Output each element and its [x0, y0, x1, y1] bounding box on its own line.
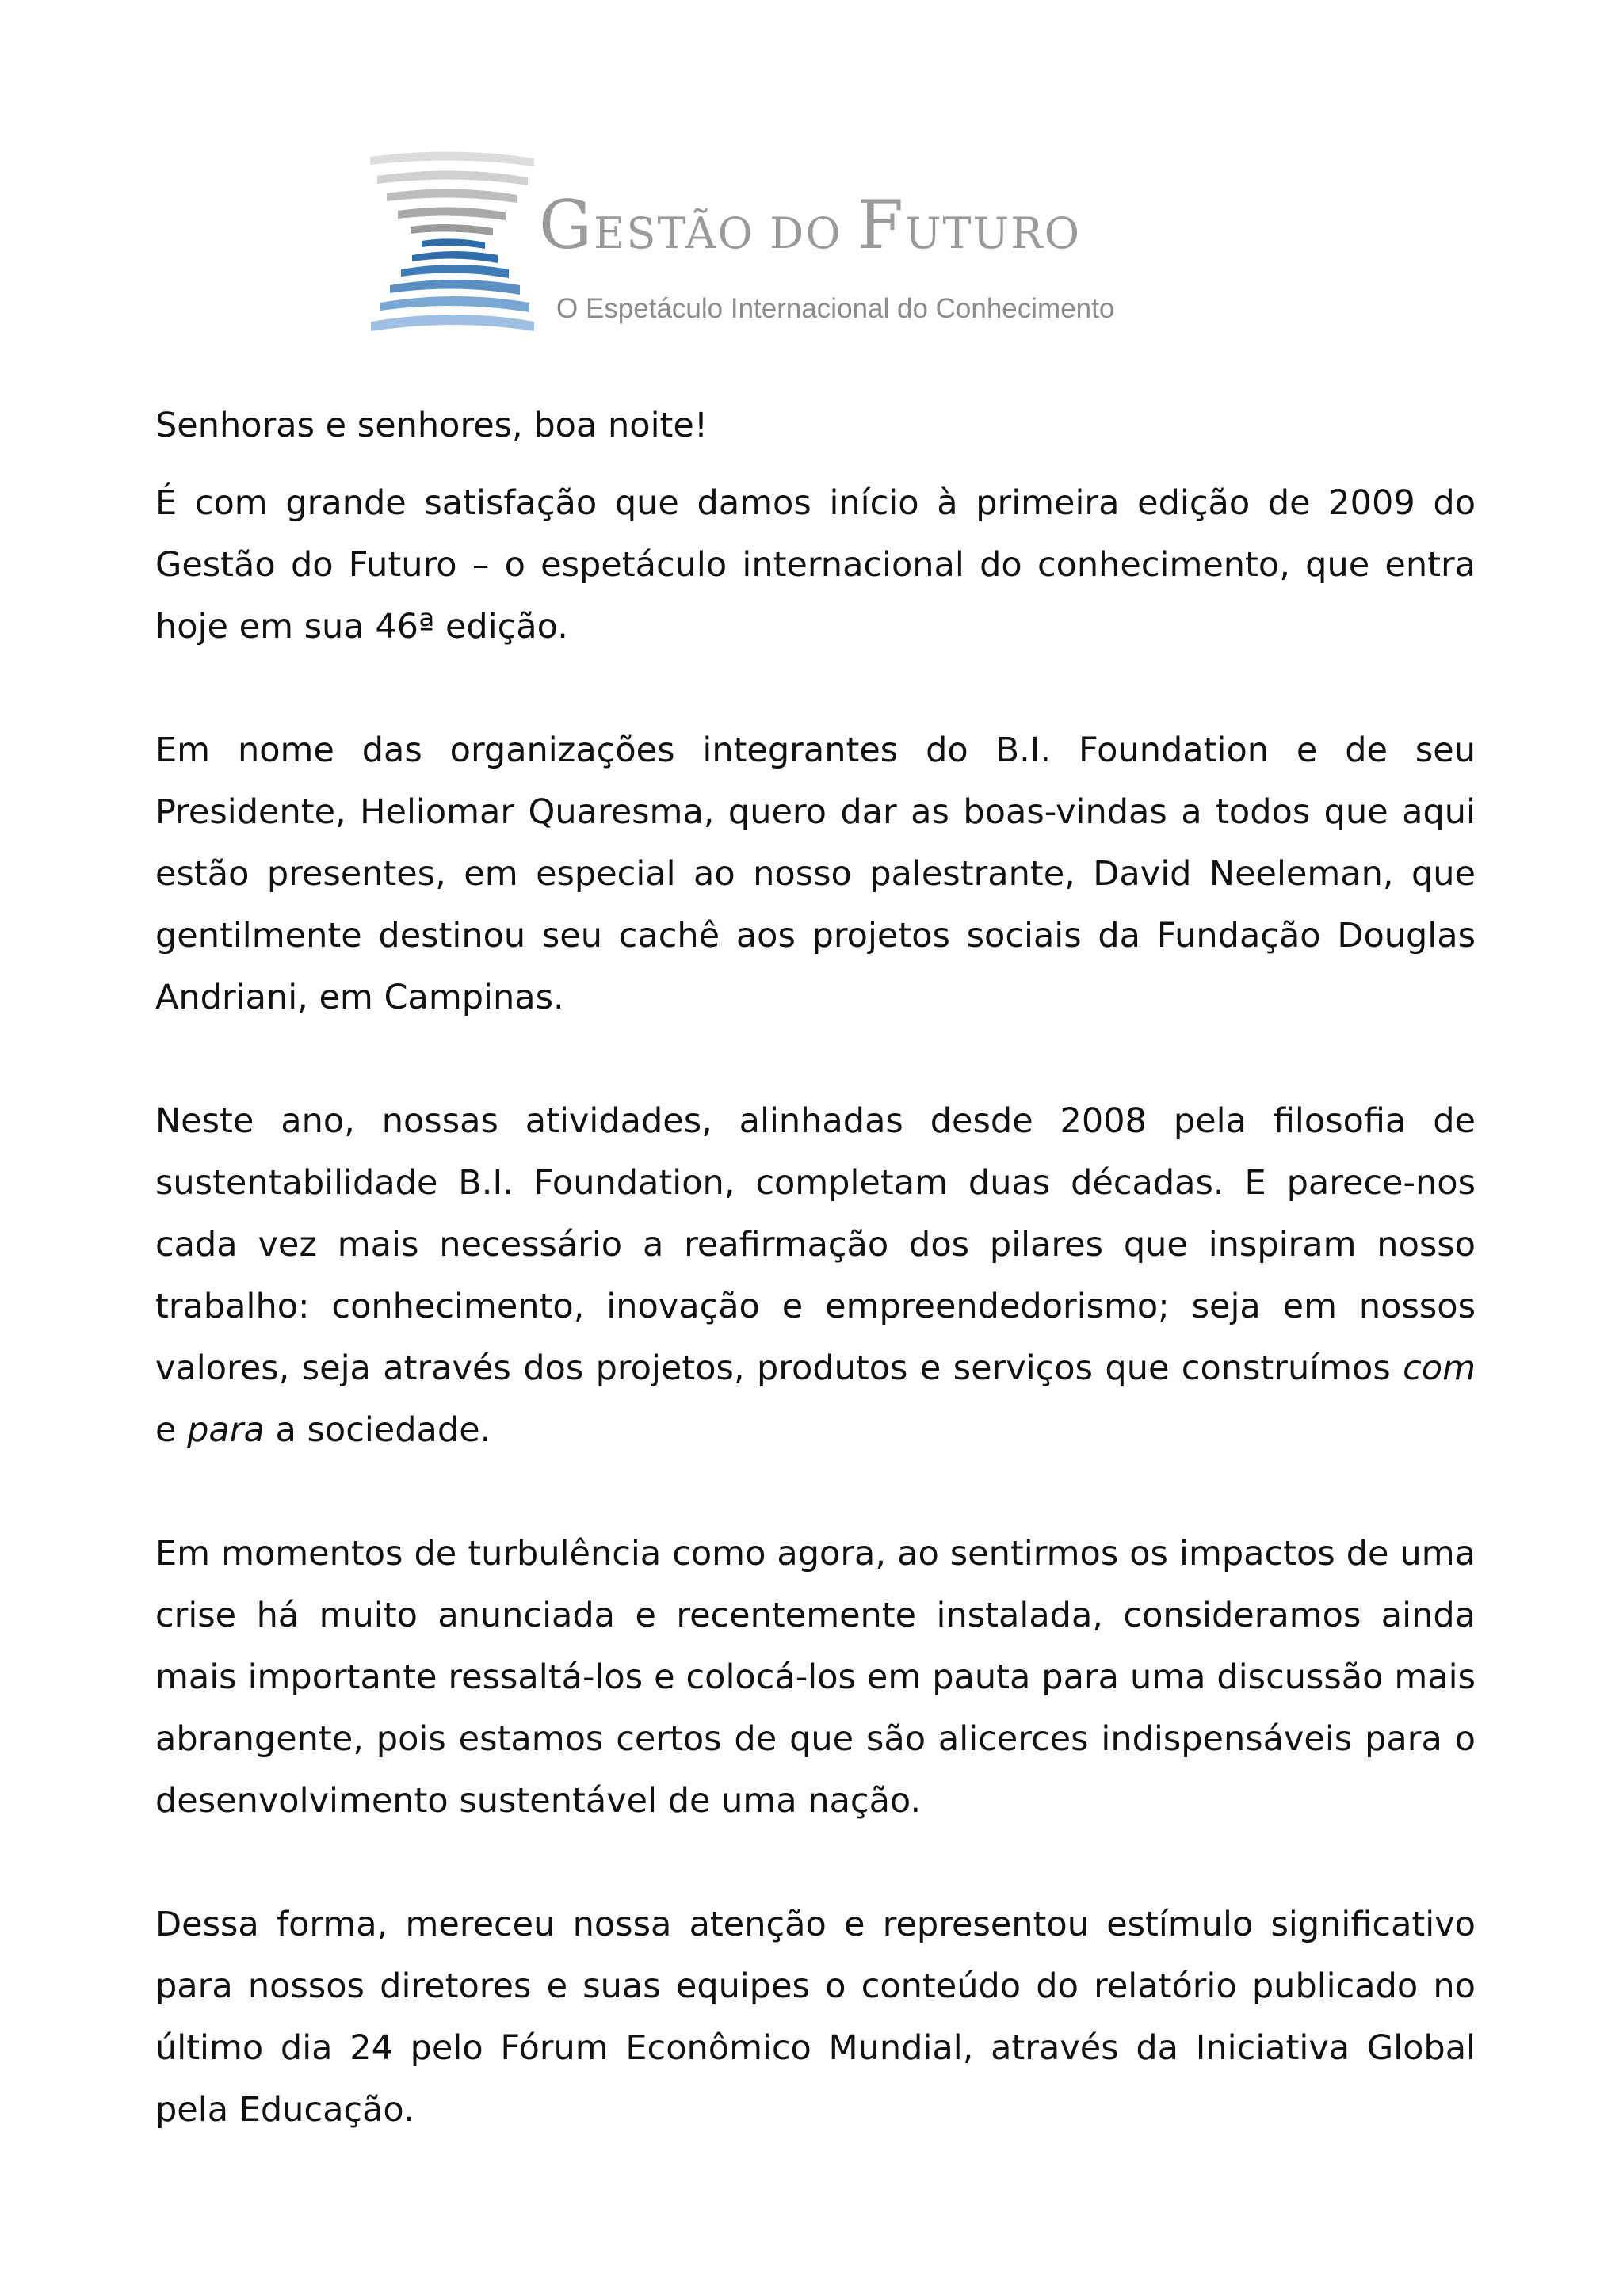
logo-title: [539, 186, 1082, 264]
paragraph-3-italic-com: com: [1403, 1348, 1476, 1388]
paragraph-3-main: Neste ano, nossas atividades, alinhadas desde 2008 pela filosofia de sustentabilidade B.I. Foundation, completam duas décadas. E parece-nos cada vez mais necessário a reafirmação dos pilares que inspiram nosso trabalho: conhecimento, inovação e empreendedorismo; seja em nossos valores, seja através dos projetos, produtos e serviços que construímos: [155, 1101, 1476, 1388]
paragraph-1: É com grande satisfação que damos início à primeira edição de 2009 do Gestão do Futuro – o espetáculo internacional do conhecimento, que entra hoje em sua 46ª edição.: [155, 483, 1476, 646]
paragraph-3: [155, 1090, 1476, 1461]
logo-title-part-2: UTURO: [905, 208, 1082, 258]
paragraph-2: Em nome das organizações integrantes do B.I. Foundation e de seu Presidente, Heliomar Quaresma, quero dar as boas-vindas a todos que aqui estão presentes, em especial ao nosso palestrante, David Neeleman, que gentilmente destinou seu cachê aos projetos sociais da Fundação Douglas Andriani, em Campinas.: [155, 730, 1476, 1017]
paragraph-4: Em momentos de turbulência como agora, ao sentirmos os impactos de uma crise há muito anunciada e recentemente instalada, consideramos ainda mais importante ressaltá-los e colocá-los em pauta para uma discussão mais abrangente, pois estamos certos de que são alicerces indispensáveis para o desenvolvimento sustentável de uma nação.: [155, 1534, 1476, 1821]
logo-title-part-1: ESTÃO DO: [594, 208, 857, 258]
logo-subtitle: O Espetáculo Internacional do Conhecimento: [556, 293, 1115, 324]
logo-title-cap-f: F: [857, 186, 906, 264]
paragraph-5: Dessa forma, mereceu nossa atenção e representou estímulo significativo para nossos diretores e suas equipes o conteúdo do relatório publicado no último dia 24 pelo Fórum Econômico Mundial, através da Iniciativa Global pela Educação.: [155, 1905, 1476, 2130]
document-body: [155, 395, 1476, 2203]
paragraph-3-italic-para: para: [187, 1410, 265, 1450]
logo-title-cap-g: G: [539, 186, 594, 264]
paragraph-3-and: e: [155, 1410, 188, 1450]
greeting: Senhoras e senhores, boa noite!: [155, 406, 708, 445]
spiral-stack-icon: [366, 147, 537, 345]
paragraph-3-end: a sociedade.: [264, 1410, 491, 1450]
logo: [366, 147, 1206, 345]
